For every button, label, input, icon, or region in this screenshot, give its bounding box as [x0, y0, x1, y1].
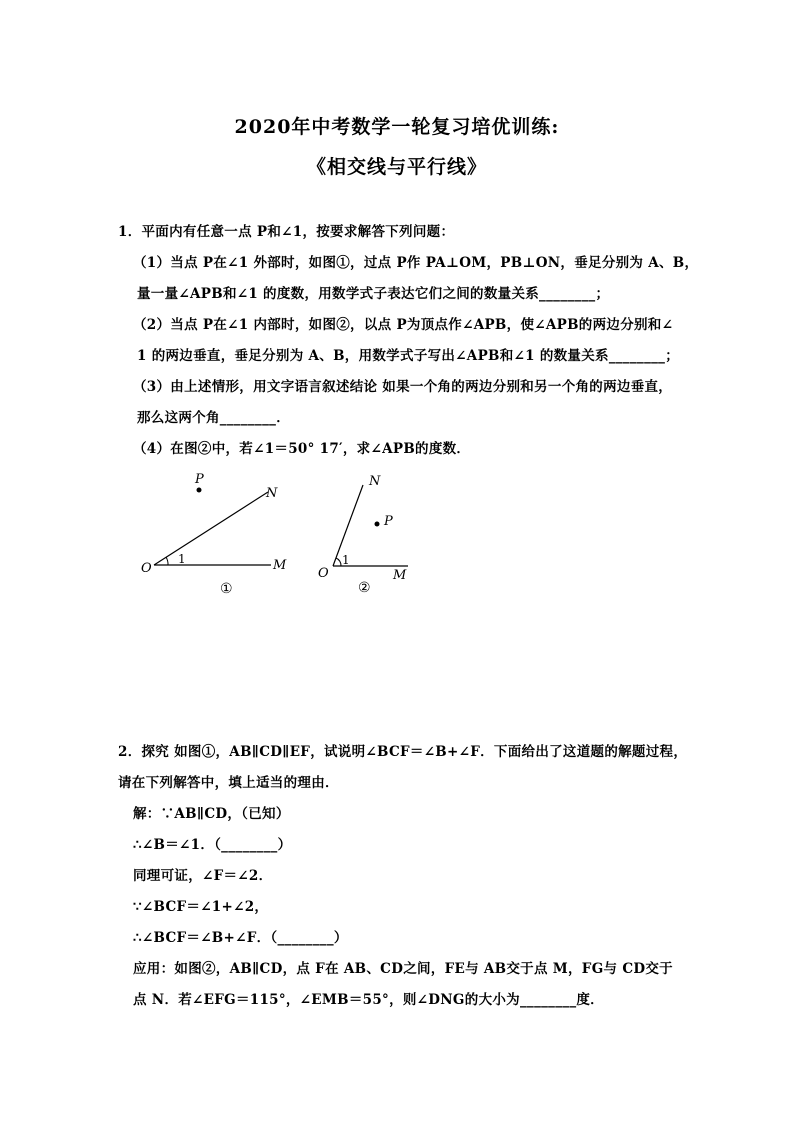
- q1-line: 那么这两个角________．: [137, 410, 290, 426]
- point-p: [197, 488, 202, 493]
- figure-2: [310, 465, 430, 600]
- label-p: P: [384, 514, 393, 529]
- q1-line: （1）当点 P在∠1 外部时，如图①，过点 P作 PA⊥OM，PB⊥ON，垂足分别为 A、B，: [133, 255, 699, 271]
- point-p: [375, 522, 380, 527]
- q1-line: 1 的两边垂直，垂足分别为 A、B，用数学式子写出∠APB和∠1 的数量关系________；: [137, 348, 680, 364]
- q2-line: 应用：如图②，AB∥CD，点 F在 AB、CD之间，FE与 AB交于点 M，FG与 CD交于: [133, 961, 673, 977]
- label-p: P: [195, 472, 204, 487]
- label-o: O: [141, 561, 152, 576]
- q1-line: （3）由上述情形，用文字语言叙述结论 如果一个角的两边分别和另一个角的两边垂直，: [133, 379, 673, 395]
- q2-line: 2．探究 如图①，AB∥CD∥EF，试说明∠BCF＝∠B+∠F．下面给出了这道题的解题过程，: [118, 744, 688, 760]
- doc-title-line2: 《相交线与平行线》: [306, 156, 487, 178]
- q2-line: 解：∵AB∥CD，（已知）: [133, 806, 290, 822]
- q2-line: 请在下列解答中，填上适当的理由．: [118, 775, 339, 791]
- angle-arc: [166, 557, 168, 565]
- q2-line: 点 N．若∠EFG＝115°，∠EMB＝55°，则∠DNG的大小为________度．: [133, 992, 604, 1008]
- label-m: M: [273, 558, 287, 573]
- q2-line: 同理可证，∠F＝∠2．: [133, 868, 273, 884]
- q1-line: 1．平面内有任意一点 P和∠1，按要求解答下列问题：: [118, 224, 455, 240]
- q2-line: ∴∠BCF＝∠B+∠F．（________）: [133, 930, 348, 946]
- q1-line: （2）当点 P在∠1 内部时，如图②，以点 P为顶点作∠APB，使∠APB的两边分别和∠: [133, 317, 674, 333]
- angle-arc: [336, 558, 341, 566]
- label-n: N: [369, 474, 381, 489]
- doc-title-line1: 2020年中考数学一轮复习培优训练:: [234, 116, 560, 138]
- q1-line: 量一量∠APB和∠1 的度数，用数学式子表达它们之间的数量关系________；: [137, 286, 610, 302]
- figure-caption: ②: [358, 580, 371, 596]
- ray-on: [154, 492, 268, 565]
- label-o: O: [318, 566, 329, 581]
- label-n: N: [266, 486, 278, 501]
- label-m: M: [393, 568, 407, 583]
- figure-1: [130, 465, 300, 600]
- label-angle-1: 1: [178, 552, 186, 566]
- q1-line: （4）在图②中，若∠1＝50° 17′，求∠APB的度数．: [133, 441, 471, 457]
- q2-line: ∵∠BCF＝∠1+∠2，: [133, 899, 269, 915]
- figure-caption: ①: [220, 581, 233, 597]
- q2-line: ∴∠B＝∠1．（________）: [133, 837, 292, 853]
- label-angle-1: 1: [342, 553, 350, 567]
